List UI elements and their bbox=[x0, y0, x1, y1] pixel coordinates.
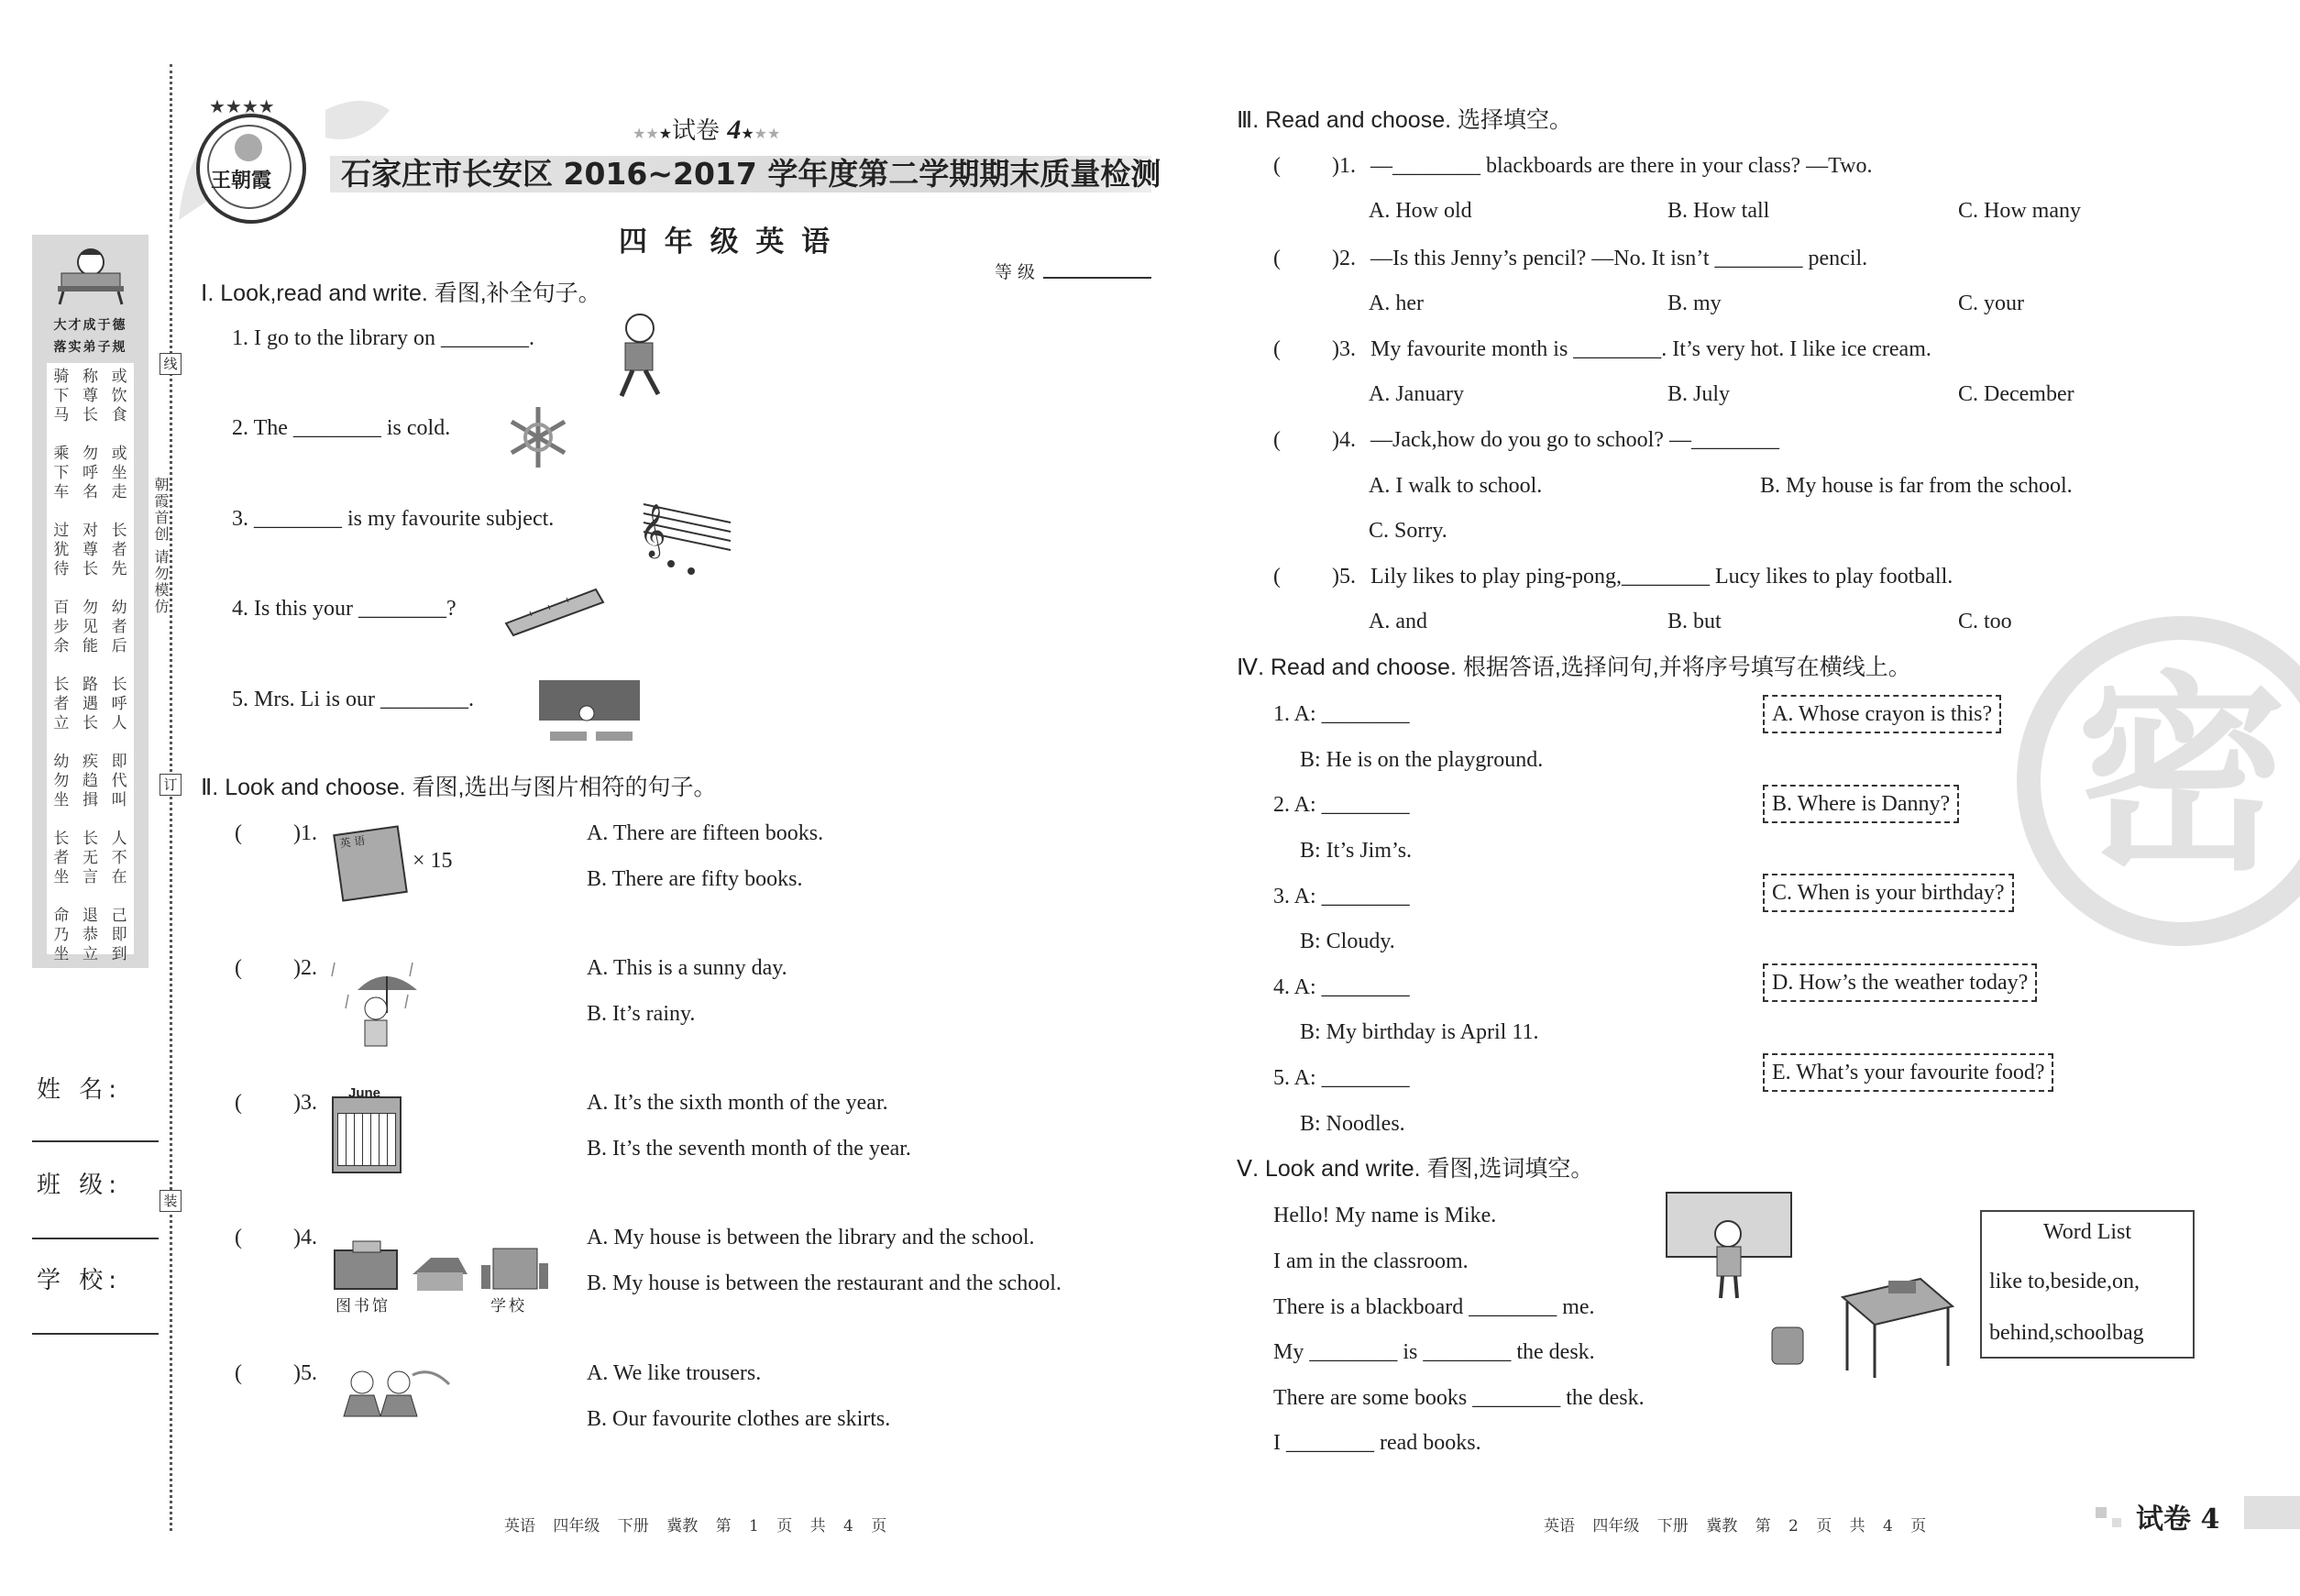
corner-band bbox=[2244, 1496, 2300, 1529]
section-1-item-5: 5. Mrs. Li is our ________. bbox=[232, 688, 474, 711]
rule-char: 恭 bbox=[82, 926, 98, 944]
rule-char: 长 bbox=[111, 522, 127, 540]
rule-char bbox=[105, 883, 134, 902]
answer-bracket-3-1[interactable]: ( bbox=[1273, 154, 1281, 178]
section-3-1-option-c: C. How many bbox=[1958, 199, 2081, 223]
library-house-school-picture bbox=[330, 1238, 550, 1293]
section-3-3-option-c: C. December bbox=[1958, 382, 2074, 406]
rule-char: 人 bbox=[111, 830, 127, 848]
corner-paper-label: 试卷 4 bbox=[2136, 1503, 2220, 1535]
answer-bracket-2-3[interactable]: ( bbox=[235, 1091, 242, 1115]
rule-char: 长 bbox=[53, 676, 70, 694]
rule-char: 即 bbox=[111, 926, 127, 944]
rule-char: 骑 bbox=[53, 368, 70, 386]
section-3-5-option-a: A. and bbox=[1369, 610, 1427, 633]
rule-char: 退 bbox=[82, 907, 98, 925]
rule-char: 百 bbox=[53, 599, 70, 617]
question-option-d: D. How’s the weather today? bbox=[1763, 963, 2037, 1002]
class-label: 班 级: bbox=[37, 1172, 123, 1199]
section-3-question-2: —Is this Jenny’s pencil? —No. It isn’t ________ pencil. bbox=[1370, 247, 1868, 270]
snowflake-picture bbox=[504, 403, 572, 471]
footer-left: 英语 四年级 下册 冀教 第 1 页 共 4 页 bbox=[504, 1517, 887, 1535]
grade-input[interactable] bbox=[1043, 277, 1151, 279]
publisher-logo bbox=[196, 114, 306, 224]
rule-char: 或 bbox=[111, 445, 127, 463]
rule-char: 长 bbox=[111, 676, 127, 694]
rule-char: 长 bbox=[82, 714, 98, 732]
logo-text: 王朝霞 bbox=[211, 170, 272, 193]
answer-bracket-3-3[interactable]: ( bbox=[1273, 337, 1281, 361]
rule-char bbox=[47, 883, 76, 902]
section-1-item-3: 3. ________ is my favourite subject. bbox=[232, 507, 555, 531]
section-3-question-4: —Jack,how do you go to school? —________ bbox=[1370, 428, 1779, 452]
school-label: 学 校: bbox=[37, 1267, 123, 1294]
sidebar-motto-panel bbox=[32, 235, 149, 968]
rule-char bbox=[76, 883, 105, 902]
rule-char bbox=[47, 421, 76, 440]
teacher-classroom-picture bbox=[532, 677, 642, 755]
rule-char: 者 bbox=[111, 541, 127, 559]
word-list-line-1: like to,beside,on, bbox=[1989, 1270, 2140, 1293]
section-1-item-2: 2. The ________ is cold. bbox=[232, 416, 451, 440]
rule-char: 幼 bbox=[53, 753, 70, 771]
rule-char bbox=[47, 652, 76, 671]
name-label: 姓 名: bbox=[37, 1076, 123, 1104]
section-3-1-option-b: B. How tall bbox=[1667, 199, 1770, 223]
rule-char: 勿 bbox=[82, 599, 98, 617]
rule-char bbox=[76, 806, 105, 825]
cut-mark-fold: 装 bbox=[160, 1190, 182, 1212]
rule-char: 尊 bbox=[82, 541, 98, 559]
june-calendar-picture bbox=[332, 1085, 402, 1173]
book-label: 英 语 bbox=[338, 833, 367, 851]
rule-char bbox=[76, 729, 105, 748]
answer-bracket-2-5[interactable]: ( bbox=[235, 1361, 242, 1385]
rule-char: 下 bbox=[53, 464, 70, 482]
section-3-num-2: )2. bbox=[1332, 247, 1356, 270]
rule-char: 坐 bbox=[53, 945, 70, 963]
answer-bracket-2-2[interactable]: ( bbox=[235, 956, 242, 980]
answer-bracket-2-1[interactable]: ( bbox=[235, 821, 242, 845]
section-3-2-option-a: A. her bbox=[1369, 292, 1424, 315]
rule-char: 在 bbox=[111, 868, 127, 886]
passage-line-2: I am in the classroom. bbox=[1273, 1249, 1469, 1273]
section-3-4-option-c: C. Sorry. bbox=[1369, 519, 1447, 543]
rule-char: 食 bbox=[111, 406, 127, 424]
answer-bracket-3-4[interactable]: ( bbox=[1273, 428, 1281, 452]
rule-char bbox=[105, 575, 134, 594]
section-1-item-4: 4. Is this your ________? bbox=[232, 597, 457, 621]
section-2-2-option-a: A. This is a sunny day. bbox=[587, 956, 787, 980]
rule-char: 对 bbox=[82, 522, 98, 540]
question-option-e: E. What’s your favourite food? bbox=[1763, 1053, 2053, 1092]
section-2-1-option-a: A. There are fifteen books. bbox=[587, 821, 824, 845]
girls-in-skirts-picture bbox=[330, 1366, 454, 1430]
rule-char: 人 bbox=[111, 714, 127, 732]
section-3-num-5: )5. bbox=[1332, 565, 1356, 589]
rule-char: 能 bbox=[82, 637, 98, 655]
passage-line-4: My ________ is ________ the desk. bbox=[1273, 1340, 1595, 1364]
section-2-num-3: )3. bbox=[293, 1091, 317, 1115]
music-notes-picture bbox=[634, 490, 737, 578]
boy-walking-picture bbox=[605, 312, 669, 403]
rule-char: 命 bbox=[53, 907, 70, 925]
rule-char: 不 bbox=[111, 849, 127, 867]
rule-char: 长 bbox=[82, 406, 98, 424]
passage-line-6: I ________ read books. bbox=[1273, 1431, 1481, 1455]
girl-umbrella-rain-picture bbox=[330, 958, 422, 1050]
rule-char: 坐 bbox=[111, 464, 127, 482]
rule-char: 长 bbox=[82, 560, 98, 578]
section-3-5-option-b: B. but bbox=[1667, 610, 1722, 633]
section-3-question-5: Lily likes to play ping-pong,________ Lucy likes to play football. bbox=[1370, 565, 1953, 589]
section-3-num-1: )1. bbox=[1332, 154, 1356, 178]
dialog-4-a: 4. A: ________ bbox=[1273, 975, 1410, 999]
ruler-picture bbox=[504, 582, 607, 637]
corner-decoration bbox=[2096, 1507, 2107, 1518]
section-2-num-2: )2. bbox=[293, 956, 317, 980]
rule-char: 后 bbox=[111, 637, 127, 655]
section-3-question-1: —________ blackboards are there in your class? —Two. bbox=[1370, 154, 1873, 178]
section-3-4-option-a: A. I walk to school. bbox=[1369, 474, 1543, 498]
rule-char: 待 bbox=[53, 560, 70, 578]
dialog-3-a: 3. A: ________ bbox=[1273, 885, 1410, 908]
rule-char: 马 bbox=[53, 406, 70, 424]
passage-line-1: Hello! My name is Mike. bbox=[1273, 1204, 1497, 1227]
rule-char bbox=[47, 575, 76, 594]
section-1-heading: Ⅰ. Look,read and write. 看图,补全句子。 bbox=[201, 281, 601, 306]
rule-char bbox=[76, 575, 105, 594]
etiquette-rules bbox=[47, 363, 134, 963]
rule-char bbox=[105, 652, 134, 671]
rule-char: 立 bbox=[53, 714, 70, 732]
rule-char bbox=[76, 652, 105, 671]
rule-char: 或 bbox=[111, 368, 127, 386]
rule-char: 称 bbox=[82, 368, 98, 386]
rule-char: 呼 bbox=[111, 695, 127, 713]
rule-char: 到 bbox=[111, 945, 127, 963]
rule-char bbox=[105, 421, 134, 440]
section-3-question-3: My favourite month is ________. It’s very hot. I like ice cream. bbox=[1370, 337, 1931, 361]
rule-char: 长 bbox=[53, 830, 70, 848]
section-2-num-4: )4. bbox=[293, 1226, 317, 1249]
dialog-3-b: B: Cloudy. bbox=[1300, 930, 1395, 953]
calendar-month: June bbox=[348, 1085, 381, 1101]
section-1-item-1: 1. I go to the library on ________. bbox=[232, 326, 534, 350]
rule-char: 坐 bbox=[53, 868, 70, 886]
rule-char: 先 bbox=[111, 560, 127, 578]
section-2-5-option-b: B. Our favourite clothes are skirts. bbox=[587, 1407, 891, 1431]
question-option-c: C. When is your birthday? bbox=[1763, 874, 2014, 912]
rule-char bbox=[76, 421, 105, 440]
word-list-line-2: behind,schoolbag bbox=[1989, 1321, 2144, 1345]
rule-char: 勿 bbox=[53, 772, 70, 790]
passage-line-5: There are some books ________ the desk. bbox=[1273, 1386, 1645, 1410]
rule-char bbox=[105, 498, 134, 517]
rule-char: 立 bbox=[82, 945, 98, 963]
section-3-2-option-b: B. my bbox=[1667, 292, 1722, 315]
rule-char: 者 bbox=[111, 618, 127, 636]
dialog-5-b: B: Noodles. bbox=[1300, 1112, 1405, 1136]
rule-char: 幼 bbox=[111, 599, 127, 617]
desk-with-books-picture bbox=[1838, 1260, 1957, 1380]
section-3-1-option-a: A. How old bbox=[1369, 199, 1472, 223]
section-4-heading: Ⅳ. Read and choose. 根据答语,选择问句,并将序号填写在横线上。 bbox=[1237, 655, 1911, 680]
class-input[interactable] bbox=[32, 1238, 159, 1239]
rule-char: 叫 bbox=[111, 791, 127, 809]
rule-char: 饮 bbox=[111, 387, 127, 405]
rule-char: 言 bbox=[82, 868, 98, 886]
section-2-1-option-b: B. There are fifty books. bbox=[587, 867, 803, 891]
rule-char: 乘 bbox=[53, 445, 70, 463]
motto-line-1: 大才成于德 bbox=[53, 318, 127, 333]
rule-char: 乃 bbox=[53, 926, 70, 944]
logo-stars: ★★★★ bbox=[209, 97, 275, 117]
rule-char: 步 bbox=[53, 618, 70, 636]
word-list-box bbox=[1980, 1210, 2195, 1359]
student-reading-icon bbox=[52, 244, 129, 308]
rule-char: 呼 bbox=[82, 464, 98, 482]
section-3-heading: Ⅲ. Read and choose. 选择填空。 bbox=[1237, 107, 1573, 133]
section-5-heading: Ⅴ. Look and write. 看图,选词填空。 bbox=[1237, 1156, 1594, 1182]
rule-char bbox=[76, 498, 105, 517]
motto-line-2: 落实弟子规 bbox=[53, 340, 127, 355]
cut-mark-bind: 订 bbox=[160, 774, 182, 796]
section-3-3-option-b: B. July bbox=[1667, 382, 1731, 406]
dialog-1-b: B: He is on the playground. bbox=[1300, 748, 1544, 772]
rule-char: 代 bbox=[111, 772, 127, 790]
section-2-4-option-b: B. My house is between the restaurant and the school. bbox=[587, 1271, 1062, 1295]
dialog-2-b: B: It’s Jim’s. bbox=[1300, 839, 1413, 863]
english-book-picture bbox=[333, 825, 408, 901]
answer-bracket-3-5[interactable]: ( bbox=[1273, 565, 1281, 589]
rule-char: 即 bbox=[111, 753, 127, 771]
school-input[interactable] bbox=[32, 1333, 159, 1335]
section-3-4-option-b: B. My house is far from the school. bbox=[1760, 474, 2073, 498]
rule-char: 过 bbox=[53, 522, 70, 540]
section-2-heading: Ⅱ. Look and choose. 看图,选出与图片相符的句子。 bbox=[201, 775, 717, 800]
exam-title: 石家庄市长安区 2016~2017 学年度第二学期期末质量检测 bbox=[341, 156, 1161, 192]
dialog-4-b: B: My birthday is April 11. bbox=[1300, 1020, 1539, 1044]
rule-char: 趋 bbox=[82, 772, 98, 790]
rule-char: 揖 bbox=[82, 791, 98, 809]
name-input[interactable] bbox=[32, 1140, 159, 1142]
confidential-watermark: 密 bbox=[2017, 616, 2300, 946]
dialog-5-a: 5. A: ________ bbox=[1273, 1066, 1410, 1090]
svg-text:𝄞: 𝄞 bbox=[639, 504, 666, 556]
answer-bracket-2-4[interactable]: ( bbox=[235, 1226, 242, 1249]
rule-char bbox=[105, 729, 134, 748]
rule-char: 尊 bbox=[82, 387, 98, 405]
question-option-a: A. Whose crayon is this? bbox=[1763, 695, 2001, 733]
section-2-3-option-a: A. It’s the sixth month of the year. bbox=[587, 1091, 888, 1115]
rule-char: 坐 bbox=[53, 791, 70, 809]
rule-char: 者 bbox=[53, 695, 70, 713]
rule-char: 走 bbox=[111, 483, 127, 501]
section-2-2-option-b: B. It’s rainy. bbox=[587, 1002, 696, 1026]
binding-line bbox=[170, 64, 172, 1531]
footer-right: 英语 四年级 下册 冀教 第 2 页 共 4 页 bbox=[1544, 1517, 1927, 1535]
section-3-2-option-c: C. your bbox=[1958, 292, 2024, 315]
section-3-num-3: )3. bbox=[1332, 337, 1356, 361]
library-label: 图书馆 bbox=[336, 1297, 391, 1315]
rule-char: 下 bbox=[53, 387, 70, 405]
section-2-5-option-a: A. We like trousers. bbox=[587, 1361, 762, 1385]
section-3-5-option-c: C. too bbox=[1958, 610, 2012, 633]
section-2-4-option-a: A. My house is between the library and the school. bbox=[587, 1226, 1035, 1249]
rule-char: 己 bbox=[111, 907, 127, 925]
rule-char bbox=[47, 498, 76, 517]
section-2-num-5: )5. bbox=[293, 1361, 317, 1385]
question-option-b: B. Where is Danny? bbox=[1763, 785, 1959, 823]
section-2-num-1: )1. bbox=[293, 821, 317, 845]
exam-subject: 四 年 级 英 语 bbox=[619, 226, 834, 259]
rule-char: 遇 bbox=[82, 695, 98, 713]
paper-badge: ★★★试卷 4★★★ bbox=[633, 115, 781, 145]
section-2-3-option-b: B. It’s the seventh month of the year. bbox=[587, 1137, 911, 1161]
corner-decoration-2 bbox=[2112, 1518, 2121, 1527]
rule-char: 长 bbox=[82, 830, 98, 848]
school-label-pic: 学校 bbox=[490, 1297, 527, 1315]
rule-char bbox=[47, 806, 76, 825]
rule-char: 者 bbox=[53, 849, 70, 867]
dialog-1-a: 1. A: ________ bbox=[1273, 702, 1410, 726]
rule-char: 路 bbox=[82, 676, 98, 694]
classroom-boy-desk-picture bbox=[1664, 1190, 1847, 1373]
rule-char: 余 bbox=[53, 637, 70, 655]
paper-number: 4 bbox=[727, 115, 742, 145]
paper-label: 试卷 bbox=[672, 117, 721, 145]
rule-char: 名 bbox=[82, 483, 98, 501]
answer-bracket-3-2[interactable]: ( bbox=[1273, 247, 1281, 270]
rule-char: 见 bbox=[82, 618, 98, 636]
copyright-notice: 朝霞首创 请勿模仿 bbox=[152, 477, 170, 616]
cut-mark-line: 线 bbox=[160, 353, 182, 375]
passage-line-3: There is a blackboard ________ me. bbox=[1273, 1295, 1595, 1319]
word-list-title: Word List bbox=[2042, 1220, 2132, 1244]
grade-label: 等级 bbox=[995, 262, 1041, 282]
section-3-num-4: )4. bbox=[1332, 428, 1356, 452]
dialog-2-a: 2. A: ________ bbox=[1273, 793, 1410, 817]
rule-char bbox=[47, 729, 76, 748]
rule-char: 犹 bbox=[53, 541, 70, 559]
rule-char: 疾 bbox=[82, 753, 98, 771]
rule-char: 车 bbox=[53, 483, 70, 501]
section-3-3-option-a: A. January bbox=[1369, 382, 1464, 406]
rule-char bbox=[105, 806, 134, 825]
book-count: × 15 bbox=[413, 849, 453, 873]
rule-char: 勿 bbox=[82, 445, 98, 463]
rule-char: 无 bbox=[82, 849, 98, 867]
